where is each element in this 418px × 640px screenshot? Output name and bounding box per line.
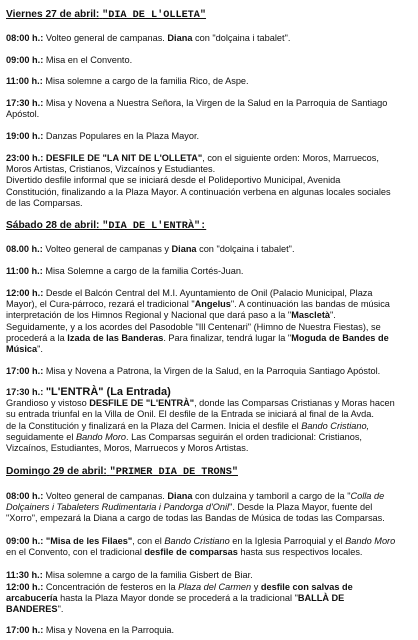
event-bold: DESFILE DE "LA NIT DE L'OLLETA" [45, 153, 203, 163]
event-text: Volteo general de campanas. [45, 33, 168, 43]
event-1900-friday [6, 131, 412, 142]
event-time: 08.00 h.: [6, 244, 43, 254]
event-italic: Bando Moro [345, 536, 396, 546]
event-text: Desde el Balcón Central del M.I. Ayuntamiento de Onil (Palacio Municipal, Plaza [45, 288, 373, 298]
event-text: interpretación de los Himnos Regional y Nacional que dará paso a la " [6, 310, 292, 321]
event-bold: Diana [167, 491, 193, 501]
day-title: "PRIMER DIA DE TRONS" [109, 467, 238, 478]
event-1100-friday [6, 76, 412, 87]
event-text: y [251, 582, 261, 592]
event-text: Misa y Novena a Nuestra Señora, la Virgen de la Salud en la Parroquia de Santiago [45, 98, 388, 108]
event-text: en el Convento, con el tradicional [6, 547, 145, 558]
event-1200-sunday [6, 582, 412, 616]
day-label: Sábado 28 de abril: [6, 220, 100, 231]
event-time: 09:00 h.: [6, 536, 44, 546]
event-bold: DESFILE DE "L'ENTRÀ" [89, 398, 195, 409]
event-time: 23:00 h.: [6, 153, 44, 163]
day-title: "DIA DE L'OLLETA" [102, 10, 207, 21]
event-text: Volteo general de campanas y [45, 244, 172, 254]
event-text: con "dolçaina i tabalet". [196, 244, 295, 254]
event-text: , con el [132, 536, 165, 546]
event-text: de la Constitución y finalizará en la Plaza del Carmen. Inicia el desfile el [6, 420, 302, 431]
event-text: . Para finalizar, tendrá lugar la " [163, 332, 292, 343]
event-bold: "Misa de les Filaes" [45, 536, 133, 546]
event-1200-saturday [6, 288, 412, 355]
event-time: 17:00 h.: [6, 366, 44, 376]
day-label: Viernes 27 de abril: [6, 9, 100, 20]
day-label: Domingo 29 de abril: [6, 466, 107, 477]
event-text: , con el siguiente orden: Moros, Marruecos, [202, 153, 379, 163]
event-time: 08:00 h.: [6, 33, 44, 43]
event-text: Divertido desfile informal que se iniciará desde el Polideportivo Municipal, Avenida [6, 175, 341, 186]
event-bold: desfile con salvas de [260, 582, 353, 592]
event-text: Mayor), el Cura-párroco, rezará el tradicional " [6, 299, 195, 310]
event-italic: Bando Moro [75, 431, 127, 442]
event-time: 11:30 h.: [6, 570, 43, 580]
event-text: Volteo general de campanas. [45, 491, 168, 501]
event-text: Moros Artistas, Cristianos, Vizcaínos y Estudiantes. [6, 164, 216, 175]
event-1130-sunday [6, 570, 412, 581]
event-bold: BANDERES [6, 604, 58, 615]
event-text: Apóstol. [6, 109, 40, 120]
event-0800-saturday [6, 244, 412, 255]
event-bold: Diana [171, 244, 197, 254]
event-bold: arcabucería [6, 593, 58, 604]
event-bold: Música [6, 344, 38, 355]
event-1700-saturday [6, 366, 412, 377]
event-italic: Plaza del Carmen [178, 582, 252, 592]
event-time: 11:00 h.: [6, 266, 43, 276]
event-1730-saturday [6, 387, 412, 454]
event-2300-friday [6, 153, 412, 209]
event-text: ". A continuación las bandas de música [230, 299, 390, 310]
event-text: hasta sus respectivos locales. [237, 547, 363, 558]
event-bold: desfile de comparsas [144, 547, 238, 558]
event-time: 17:30 h.: [6, 387, 44, 397]
event-0800-sunday [6, 491, 412, 525]
event-text: procederá a la [6, 332, 68, 343]
event-time: 12:00 h.: [6, 288, 44, 298]
event-time: 17:00 h.: [6, 625, 44, 635]
event-time: 19:00 h.: [6, 131, 44, 141]
event-0900-friday [6, 55, 412, 66]
day-heading-friday [6, 9, 412, 21]
event-text: Concentración de festeros en la [45, 582, 179, 592]
event-time: 09:00 h.: [6, 55, 44, 65]
event-text: ". [330, 310, 336, 321]
event-time: 08:00 h.: [6, 491, 44, 501]
event-text: Constitución, finalizando a la Plaza Mayor. A continuación verbena en algunas locales sociales [6, 186, 391, 197]
event-text: hasta la Plaza Mayor donde se procederá a la tradicional " [57, 593, 298, 604]
event-bold: Mascletà [291, 310, 331, 321]
event-text: Grandioso y vistoso [6, 398, 90, 409]
event-bold: Izada de las Banderas [67, 332, 164, 343]
event-time: 11:00 h.: [6, 76, 43, 86]
day-heading-sunday [6, 466, 412, 478]
event-text: de las Comparsas. [6, 197, 83, 208]
event-0800-friday [6, 33, 412, 44]
event-text: , donde las Comparsas Cristianas y Moras hacen [194, 398, 395, 409]
event-text: Misa solemne a cargo de la familia Gisbert de Biar. [45, 570, 253, 580]
event-text: seguidamente el [6, 431, 76, 442]
event-text: Misa solemne a cargo de la familia Rico, de Aspe. [45, 76, 249, 86]
event-italic: Dolçainers i Tabaleters Rudimentaria i Pandorga d'Onil [6, 502, 230, 513]
day-heading-saturday [6, 220, 412, 232]
event-text: . Las Comparsas seguirán el orden tradicional: Cristianos, [126, 431, 362, 442]
event-bold: Moguda de Bandes de [291, 332, 389, 343]
event-italic: Bando Cristiano, [301, 420, 370, 431]
event-italic: Bando Cristiano [164, 536, 230, 546]
event-text: ". [57, 604, 64, 615]
event-text: "Xorro", empezará la Diana a cargo de todas las Bandas de Música de todas las Comparsas. [6, 513, 385, 524]
event-text: con "dolçaina i tabalet". [192, 33, 291, 43]
event-text: Misa y Novena a Patrona, la Virgen de la Salud, en la Parroquia Santiago Apóstol. [45, 366, 381, 376]
day-title: "DIA DE L'ENTRÀ": [102, 221, 207, 232]
event-italic: Colla de [350, 491, 385, 501]
event-heading: "L'ENTRÀ" (La Entrada) [45, 386, 171, 398]
event-text: Danzas Populares en la Plaza Mayor. [45, 131, 200, 141]
event-text: su entrada triunfal en la Villa de Onil. El desfile de la Entrada se iniciará al final de la Avda. [6, 409, 374, 420]
event-text: en la Iglesia Parroquial y el [229, 536, 346, 546]
event-text: con dulzaina y tamboril a cargo de la " [192, 491, 351, 501]
event-1730-friday [6, 98, 412, 120]
event-text: ". Desde la Plaza Mayor, fuente del [229, 502, 373, 513]
event-time: 12:00 h.: [6, 582, 44, 592]
event-text: Misa Solemne a cargo de la familia Cortés-Juan. [45, 266, 244, 276]
event-bold: Diana [167, 33, 193, 43]
event-0900-sunday [6, 536, 412, 558]
event-1100-saturday [6, 266, 412, 277]
event-1700-sunday [6, 625, 412, 636]
event-bold: BALLÀ DE [297, 593, 345, 604]
event-text: Misa y Novena en la Parroquia. [45, 625, 175, 635]
event-text: Misa en el Convento. [45, 55, 133, 65]
event-bold: Angelus [194, 299, 231, 310]
event-text: Seguidamente, y a los acordes del Pasodoble "Ill Centenari" (Himno de Nuestra Fiestas), se [6, 321, 381, 332]
event-text: ". [37, 344, 43, 355]
event-text: Vizcaínos, Estudiantes, Moros, Marruecos y Moros Artistas. [6, 443, 249, 454]
event-time: 17:30 h.: [6, 98, 44, 108]
